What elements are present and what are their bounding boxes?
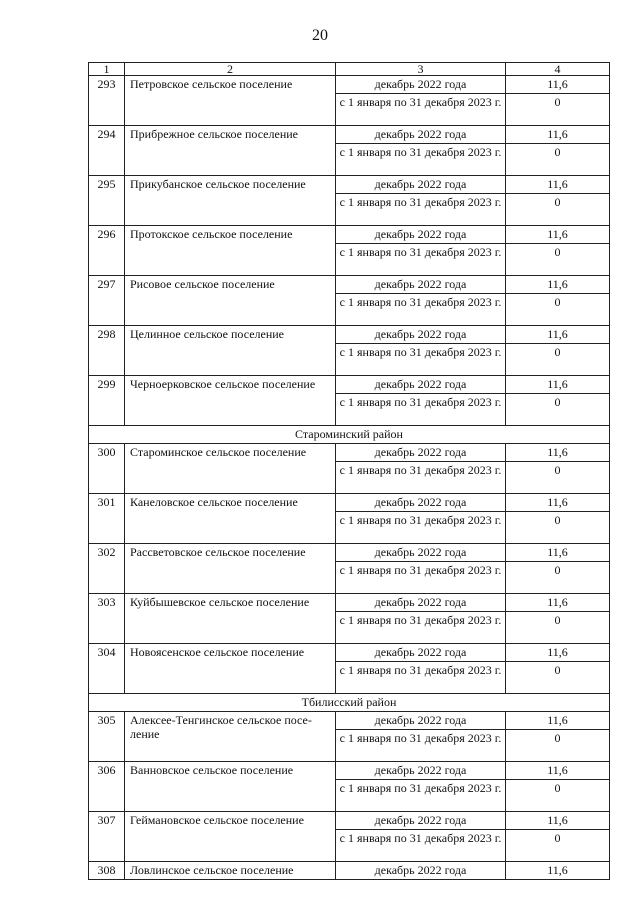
row-number: 305 xyxy=(89,712,125,762)
value-cell: 0 xyxy=(506,94,610,126)
period-cell: декабрь 2022 года xyxy=(336,444,506,462)
value-cell: 11,6 xyxy=(506,276,610,294)
period-cell: с 1 января по 31 декабря 2023 г. xyxy=(336,830,506,862)
period-cell: декабрь 2022 года xyxy=(336,812,506,830)
period-cell: декабрь 2022 года xyxy=(336,712,506,730)
period-cell: с 1 января по 31 декабря 2023 г. xyxy=(336,344,506,376)
table-row xyxy=(89,376,610,394)
header-col-4: 4 xyxy=(506,63,610,76)
row-number: 293 xyxy=(89,76,125,126)
district-title: Староминский район xyxy=(89,426,610,444)
value-cell: 11,6 xyxy=(506,444,610,462)
period-cell: с 1 января по 31 декабря 2023 г. xyxy=(336,394,506,426)
row-number: 298 xyxy=(89,326,125,376)
value-cell: 11,6 xyxy=(506,326,610,344)
period-cell: с 1 января по 31 декабря 2023 г. xyxy=(336,512,506,544)
row-number: 308 xyxy=(89,862,125,880)
period-cell: с 1 января по 31 декабря 2023 г. xyxy=(336,244,506,276)
period-cell: с 1 января по 31 декабря 2023 г. xyxy=(336,462,506,494)
value-cell: 11,6 xyxy=(506,644,610,662)
value-cell: 11,6 xyxy=(506,812,610,830)
period-cell: декабрь 2022 года xyxy=(336,326,506,344)
settlement-name: Целинное сельское поселение xyxy=(125,326,336,376)
period-cell: с 1 января по 31 декабря 2023 г. xyxy=(336,612,506,644)
page-number: 20 xyxy=(312,27,328,44)
period-cell: декабрь 2022 года xyxy=(336,494,506,512)
value-cell: 0 xyxy=(506,194,610,226)
settlement-name: Ванновское сельское поселение xyxy=(125,762,336,812)
table-row xyxy=(89,712,610,730)
table-row xyxy=(89,494,610,512)
period-cell: с 1 января по 31 декабря 2023 г. xyxy=(336,94,506,126)
row-number: 303 xyxy=(89,594,125,644)
settlement-name: Алексее-Тенгинское сельское посе-ление xyxy=(125,712,336,762)
row-number: 297 xyxy=(89,276,125,326)
settlement-name: Староминское сельское поселение xyxy=(125,444,336,494)
row-number: 299 xyxy=(89,376,125,426)
period-cell: декабрь 2022 года xyxy=(336,644,506,662)
value-cell: 0 xyxy=(506,462,610,494)
value-cell: 11,6 xyxy=(506,594,610,612)
value-cell: 0 xyxy=(506,512,610,544)
section-row xyxy=(89,694,610,712)
district-title: Тбилисский район xyxy=(89,694,610,712)
value-cell: 0 xyxy=(506,344,610,376)
value-cell: 0 xyxy=(506,662,610,694)
row-number: 295 xyxy=(89,176,125,226)
value-cell: 11,6 xyxy=(506,494,610,512)
period-cell: с 1 января по 31 декабря 2023 г. xyxy=(336,662,506,694)
table-row xyxy=(89,594,610,612)
value-cell: 11,6 xyxy=(506,862,610,880)
settlement-name: Черноерковское сельское поселение xyxy=(125,376,336,426)
period-cell: декабрь 2022 года xyxy=(336,126,506,144)
table-row xyxy=(89,444,610,462)
row-number: 294 xyxy=(89,126,125,176)
table-row xyxy=(89,812,610,830)
row-number: 301 xyxy=(89,494,125,544)
value-cell: 11,6 xyxy=(506,76,610,94)
value-cell: 0 xyxy=(506,144,610,176)
table-row xyxy=(89,762,610,780)
period-cell: декабрь 2022 года xyxy=(336,544,506,562)
value-cell: 0 xyxy=(506,294,610,326)
header-col-3: 3 xyxy=(336,63,506,76)
period-cell: с 1 января по 31 декабря 2023 г. xyxy=(336,294,506,326)
settlement-name: Ловлинское сельское поселение xyxy=(125,862,336,880)
period-cell: с 1 января по 31 декабря 2023 г. xyxy=(336,780,506,812)
table-row xyxy=(89,76,610,94)
table-row xyxy=(89,644,610,662)
row-number: 304 xyxy=(89,644,125,694)
settlement-name: Прикубанское сельское поселение xyxy=(125,176,336,226)
value-cell: 11,6 xyxy=(506,376,610,394)
value-cell: 0 xyxy=(506,830,610,862)
settlement-name: Рассветовское сельское поселение xyxy=(125,544,336,594)
settlement-name: Геймановское сельское поселение xyxy=(125,812,336,862)
table-row xyxy=(89,126,610,144)
value-cell: 0 xyxy=(506,780,610,812)
period-cell: декабрь 2022 года xyxy=(336,594,506,612)
table-row xyxy=(89,862,610,880)
period-cell: с 1 января по 31 декабря 2023 г. xyxy=(336,562,506,594)
table-body xyxy=(89,63,610,880)
value-cell: 0 xyxy=(506,244,610,276)
period-cell: с 1 января по 31 декабря 2023 г. xyxy=(336,730,506,762)
settlement-name: Канеловское сельское поселение xyxy=(125,494,336,544)
period-cell: декабрь 2022 года xyxy=(336,862,506,880)
period-cell: с 1 января по 31 декабря 2023 г. xyxy=(336,144,506,176)
settlement-name: Петровское сельское поселение xyxy=(125,76,336,126)
table-row xyxy=(89,326,610,344)
period-cell: декабрь 2022 года xyxy=(336,76,506,94)
period-cell: декабрь 2022 года xyxy=(336,376,506,394)
header-row xyxy=(89,63,610,76)
row-number: 306 xyxy=(89,762,125,812)
section-row xyxy=(89,426,610,444)
value-cell: 11,6 xyxy=(506,176,610,194)
period-cell: декабрь 2022 года xyxy=(336,276,506,294)
value-cell: 11,6 xyxy=(506,544,610,562)
settlement-name: Новоясенское сельское поселение xyxy=(125,644,336,694)
value-cell: 0 xyxy=(506,562,610,594)
settlements-table xyxy=(88,62,610,880)
header-col-1: 1 xyxy=(89,63,125,76)
row-number: 300 xyxy=(89,444,125,494)
period-cell: декабрь 2022 года xyxy=(336,226,506,244)
value-cell: 11,6 xyxy=(506,712,610,730)
settlement-name: Протокское сельское поселение xyxy=(125,226,336,276)
table-row xyxy=(89,226,610,244)
row-number: 296 xyxy=(89,226,125,276)
value-cell: 11,6 xyxy=(506,126,610,144)
table-row xyxy=(89,544,610,562)
settlement-name: Рисовое сельское поселение xyxy=(125,276,336,326)
settlement-name: Куйбышевское сельское поселение xyxy=(125,594,336,644)
header-col-2: 2 xyxy=(125,63,336,76)
value-cell: 0 xyxy=(506,612,610,644)
period-cell: декабрь 2022 года xyxy=(336,176,506,194)
value-cell: 11,6 xyxy=(506,226,610,244)
settlement-name: Прибрежное сельское поселение xyxy=(125,126,336,176)
table-row xyxy=(89,276,610,294)
row-number: 302 xyxy=(89,544,125,594)
value-cell: 0 xyxy=(506,730,610,762)
table-row xyxy=(89,176,610,194)
period-cell: декабрь 2022 года xyxy=(336,762,506,780)
value-cell: 11,6 xyxy=(506,762,610,780)
value-cell: 0 xyxy=(506,394,610,426)
period-cell: с 1 января по 31 декабря 2023 г. xyxy=(336,194,506,226)
row-number: 307 xyxy=(89,812,125,862)
